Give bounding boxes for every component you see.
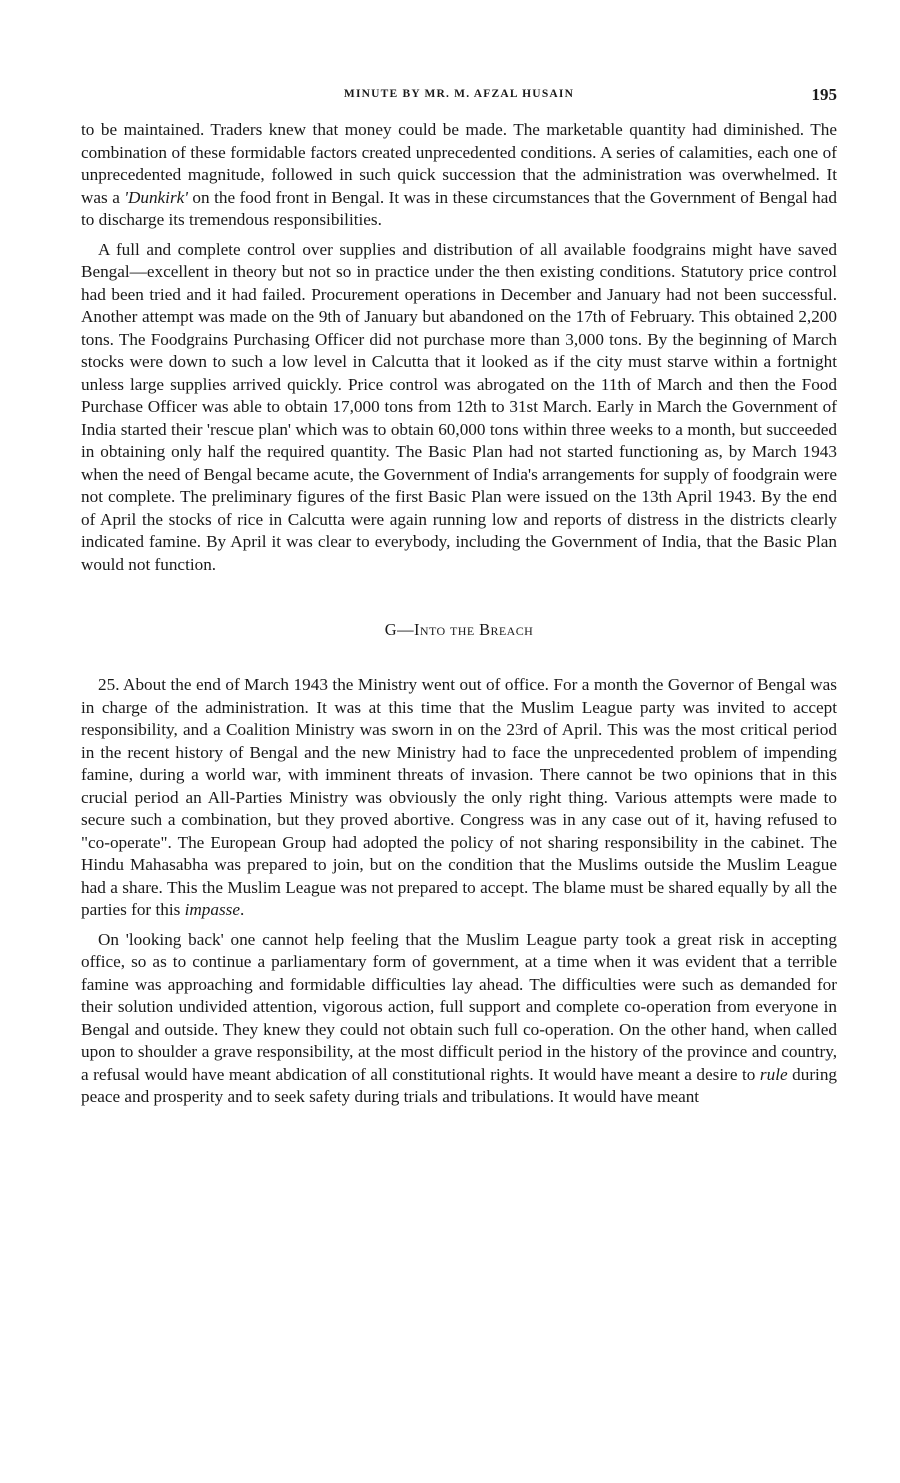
paragraph-text: . (239, 900, 245, 919)
paragraph-text: 25. About the end of March 1943 the Ministry went out of office. For a month the Governor of Bengal was in charge of the administration. It was at this time that the Muslim League party was invited to accept responsibility, and a Coalition Ministry was sworn in on the 23rd of April. This was the most critical period in the recent history of Bengal and the new Ministry had to face the unprecedented problem of impending famine, during a world war, with imminent threats of invasion. There cannot be two opinions that in this crucial period an All-Parties Ministry was obviously the only right thing. Various attempts were made to secure such a combination, but they proved abortive. Congress was in any case out of it, having refused to "co-operate". The European Group had adopted the policy of not sharing responsibility in the cabinet. The Hindu Mahasabha was prepared to join, but on the condition that the Muslims outside the Muslim League had a share. This the Muslim League was not prepared to accept. The blame must be shared equally by all the parties for this (81, 675, 837, 919)
emphasis-dunkirk: 'Dunkirk' (124, 187, 188, 207)
document-page (81, 85, 838, 1109)
paragraph-text: On 'looking back' one cannot help feeling that the Muslim League party took a great risk in accepting office, so as to continue a parliamentary form of government, at a time when it was evident that a terrible famine was approaching and formidable difficulties lay ahead. The difficulties were such as demanded for their solution undivided attention, vigorous action, full support and complete co-operation from everyone in Bengal and outside. They knew they could not obtain such full co-operation. On the other hand, when called upon to shoulder a grave responsibility, at the most difficult period in the history of the province and country, a refusal would have meant abdication of all constitutional rights. It would have meant a desire to (81, 929, 837, 1084)
page-number: 195 (811, 85, 837, 104)
paragraph-text: on the food front in Bengal. It was in these circumstances that the Government of Bengal had to discharge its tremendous responsibilities. (81, 187, 837, 229)
paragraph-text: to be maintained. Traders knew that money could be made. The marketable quantity had diminished. The combination of these formidable factors created unprecedented conditions. A series of calamities, each one of unprecedented magnitude, followed in such quick succession that the administration was overwhelmed. It was a (81, 120, 837, 207)
paragraph-looking-back (81, 929, 837, 1109)
running-title: MINUTE BY MR. M. AFZAL HUSAIN (343, 88, 575, 100)
paragraph-text: during peace and prosperity and to seek safety during trials and tribulations. It would have meant (81, 1064, 838, 1106)
running-header (81, 85, 837, 112)
section-heading: G—Into the Breach (384, 620, 534, 639)
paragraph-25 (81, 674, 837, 922)
emphasis-impasse: impasse (184, 900, 240, 919)
paragraph-continuation (81, 119, 837, 232)
emphasis-rule: rule (759, 1064, 788, 1084)
paragraph-food-control: A full and complete control over supplies and distribution of all available foodgrains might have saved Bengal—excellent in theory but not so in practice under the then existing conditions. Statutory price control had been tried and it had failed. Procurement operations in December and January had not been successful. Another attempt was made on the 9th of January but abandoned on the 17th of February. This obtained 2,200 tons. The Foodgrains Purchasing Officer did not purchase more than 3,000 tons. By the beginning of March stocks were down to such a low level in Calcutta that it looked as if the city must starve within a fortnight unless large supplies arrived quickly. Price control was abrogated on the 11th of March and then the Food Purchase Officer was able to obtain 17,000 tons from 12th to 31st March. Early in March the Government of India started their 'rescue plan' which was to obtain 60,000 tons within three weeks to a month, but succeeded in obtaining only half the required quantity. The Basic Plan had not started functioning as, by March 1943 when the need of Bengal became acute, the Government of India's arrangements for supply of foodgrain were not complete. The preliminary figures of the first Basic Plan were issued on the 13th April 1943. By the end of April the stocks of rice in Calcutta were again running low and reports of distress in the districts clearly indicated famine. By April it was clear to everybody, including the Government of India, that the Basic Plan would not function. (81, 239, 837, 574)
